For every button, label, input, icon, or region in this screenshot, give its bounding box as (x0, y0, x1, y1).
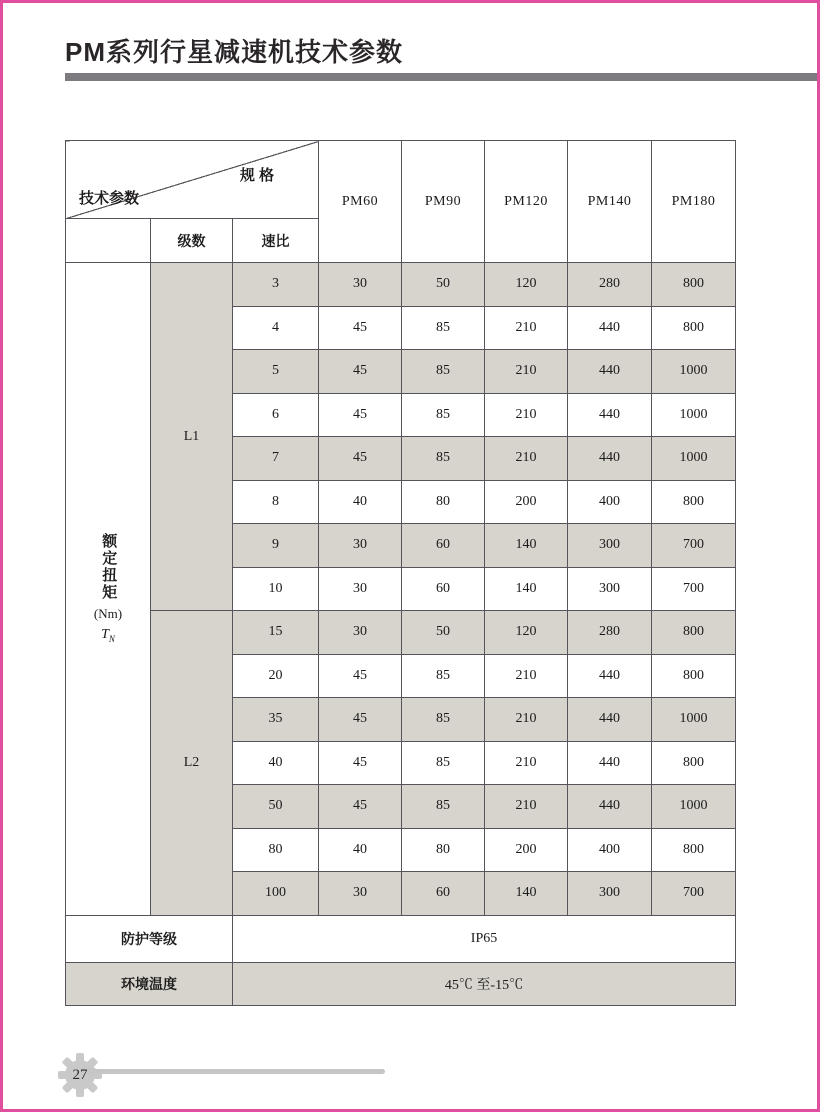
value-cell: 440 (568, 437, 652, 481)
value-cell: 1000 (652, 698, 736, 742)
empty-header-cell (66, 219, 151, 263)
ratio-cell: 5 (233, 350, 319, 394)
column-header-pm60: PM60 (319, 141, 402, 263)
value-cell: 30 (319, 567, 402, 611)
value-cell: 280 (568, 263, 652, 307)
value-cell: 30 (319, 611, 402, 655)
value-cell: 210 (485, 741, 568, 785)
ratio-cell: 35 (233, 698, 319, 742)
value-cell: 300 (568, 567, 652, 611)
value-cell: 210 (485, 654, 568, 698)
ratio-cell: 40 (233, 741, 319, 785)
torque-unit: (Nm) (93, 606, 123, 622)
value-cell: 60 (402, 524, 485, 568)
ratio-cell: 6 (233, 393, 319, 437)
value-cell: 800 (652, 263, 736, 307)
torque-label-cell (66, 263, 151, 916)
value-cell: 45 (319, 393, 402, 437)
value-cell: 210 (485, 393, 568, 437)
value-cell: 50 (402, 263, 485, 307)
value-cell: 30 (319, 524, 402, 568)
value-cell: 140 (485, 872, 568, 916)
ratio-cell: 9 (233, 524, 319, 568)
value-cell: 700 (652, 872, 736, 916)
value-cell: 200 (485, 480, 568, 524)
value-cell: 30 (319, 263, 402, 307)
value-cell: 45 (319, 698, 402, 742)
value-cell: 440 (568, 741, 652, 785)
value-cell: 140 (485, 567, 568, 611)
value-cell: 1000 (652, 393, 736, 437)
value-cell: 45 (319, 785, 402, 829)
diagonal-header-cell (66, 141, 319, 219)
value-cell: 210 (485, 698, 568, 742)
value-cell: 300 (568, 872, 652, 916)
value-cell: 85 (402, 306, 485, 350)
value-cell: 800 (652, 654, 736, 698)
footer-divider-line (93, 1069, 385, 1074)
value-cell: 440 (568, 654, 652, 698)
value-cell: 800 (652, 306, 736, 350)
ratio-cell: 50 (233, 785, 319, 829)
stage-header: 级数 (151, 219, 233, 263)
value-cell: 45 (319, 306, 402, 350)
value-cell: 85 (402, 437, 485, 481)
value-cell: 50 (402, 611, 485, 655)
value-cell: 300 (568, 524, 652, 568)
page-title: PM系列行星减速机技术参数 (65, 37, 404, 67)
stage-cell-l2: L2 (151, 611, 233, 916)
value-cell: 85 (402, 393, 485, 437)
value-cell: 200 (485, 828, 568, 872)
torque-label (66, 533, 150, 644)
page-number-badge: 27 (72, 1066, 88, 1083)
value-cell: 85 (402, 698, 485, 742)
value-cell: 210 (485, 350, 568, 394)
value-cell: 440 (568, 785, 652, 829)
value-cell: 440 (568, 698, 652, 742)
value-cell: 60 (402, 567, 485, 611)
ratio-cell: 4 (233, 306, 319, 350)
value-cell: 440 (568, 306, 652, 350)
value-cell: 85 (402, 785, 485, 829)
ambient-temperature-value: 45℃ 至-15℃ (233, 962, 736, 1005)
ratio-cell: 8 (233, 480, 319, 524)
torque-symbol: $T_N$ (101, 627, 115, 645)
tech-params-corner-label: 技术参数 (79, 190, 140, 207)
value-cell: 30 (319, 872, 402, 916)
ratio-cell: 80 (233, 828, 319, 872)
ambient-temperature-label: 环境温度 (66, 962, 233, 1005)
stage-cell-l1: L1 (151, 263, 233, 611)
value-cell: 1000 (652, 350, 736, 394)
column-header-pm180: PM180 (652, 141, 736, 263)
value-cell: 1000 (652, 437, 736, 481)
value-cell: 440 (568, 350, 652, 394)
value-cell: 700 (652, 524, 736, 568)
value-cell: 1000 (652, 785, 736, 829)
value-cell: 800 (652, 480, 736, 524)
table-row (66, 263, 736, 307)
value-cell: 210 (485, 437, 568, 481)
value-cell: 80 (402, 828, 485, 872)
value-cell: 40 (319, 480, 402, 524)
value-cell: 210 (485, 785, 568, 829)
value-cell: 800 (652, 828, 736, 872)
title-underline-bar (65, 73, 817, 81)
header-row-models (66, 141, 736, 219)
ratio-header: 速比 (233, 219, 319, 263)
column-header-pm90: PM90 (402, 141, 485, 263)
ratio-cell: 100 (233, 872, 319, 916)
value-cell: 85 (402, 741, 485, 785)
ratio-cell: 10 (233, 567, 319, 611)
value-cell: 85 (402, 350, 485, 394)
value-cell: 280 (568, 611, 652, 655)
table-row (66, 611, 736, 655)
value-cell: 80 (402, 480, 485, 524)
value-cell: 120 (485, 263, 568, 307)
value-cell: 800 (652, 611, 736, 655)
value-cell: 400 (568, 828, 652, 872)
footer-row-protection (66, 915, 736, 962)
column-header-pm120: PM120 (485, 141, 568, 263)
ratio-cell: 7 (233, 437, 319, 481)
spec-table (65, 140, 736, 1006)
protection-grade-value: IP65 (233, 915, 736, 962)
value-cell: 120 (485, 611, 568, 655)
value-cell: 40 (319, 828, 402, 872)
ratio-cell: 15 (233, 611, 319, 655)
value-cell: 45 (319, 350, 402, 394)
value-cell: 60 (402, 872, 485, 916)
column-header-pm140: PM140 (568, 141, 652, 263)
protection-grade-label: 防护等级 (66, 915, 233, 962)
value-cell: 440 (568, 393, 652, 437)
ratio-cell: 20 (233, 654, 319, 698)
value-cell: 85 (402, 654, 485, 698)
value-cell: 700 (652, 567, 736, 611)
value-cell: 210 (485, 306, 568, 350)
ratio-cell: 3 (233, 263, 319, 307)
value-cell: 45 (319, 741, 402, 785)
spec-corner-label: 规 格 (239, 167, 275, 184)
value-cell: 400 (568, 480, 652, 524)
value-cell: 45 (319, 654, 402, 698)
value-cell: 800 (652, 741, 736, 785)
torque-label-text: 额定扭矩 (100, 533, 118, 602)
value-cell: 140 (485, 524, 568, 568)
value-cell: 45 (319, 437, 402, 481)
footer-row-temperature (66, 962, 736, 1005)
